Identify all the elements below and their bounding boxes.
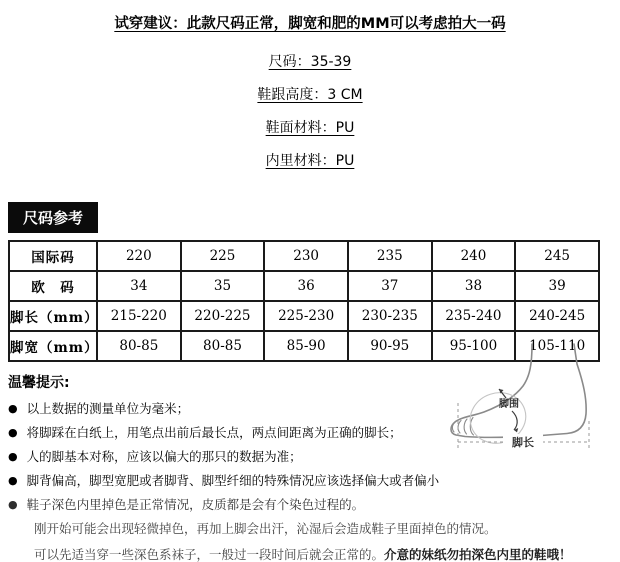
row-header-foot-width: 脚宽（mm） <box>9 331 97 361</box>
spec-heel-height: 鞋跟高度：3 CM <box>257 87 363 103</box>
table-row-eu-size <box>9 271 599 301</box>
table-cell: 36 <box>264 271 348 301</box>
table-cell: 230 <box>264 241 348 271</box>
spec-upper-material: 鞋面材料：PU <box>265 120 355 136</box>
table-cell: 35 <box>181 271 265 301</box>
table-cell: 225-230 <box>264 301 348 331</box>
bullet-icon: ● <box>8 498 18 511</box>
table-cell: 90-95 <box>348 331 432 361</box>
table-cell: 245 <box>515 241 599 271</box>
table-cell: 230-235 <box>348 301 432 331</box>
foot-outline <box>451 344 586 437</box>
table-cell: 80-85 <box>97 331 181 361</box>
table-cell: 220-225 <box>181 301 265 331</box>
tip-text: 鞋子深色内里掉色是正常情况，皮质都是会有个染色过程的。 <box>26 497 365 512</box>
table-cell: 240 <box>432 241 516 271</box>
table-cell: 85-90 <box>264 331 348 361</box>
tip-item-foot-shape <box>8 474 612 488</box>
table-cell: 225 <box>181 241 265 271</box>
note-warning-bold: 介意的妹纸勿拍深色内里的鞋哦！ <box>384 547 572 562</box>
table-row-intl-code <box>9 241 599 271</box>
row-header-eu-size: 欧 码 <box>9 271 97 301</box>
tip-text: 将脚踩在白纸上，用笔点出前后最长点，两点间距离为正确的脚长； <box>26 425 402 440</box>
table-cell: 34 <box>97 271 181 301</box>
tip-text: 人的脚基本对称，应该以偏大的那只的数据为准； <box>26 449 302 464</box>
table-cell: 105-110 <box>515 331 599 361</box>
table-cell: 80-85 <box>181 331 265 361</box>
table-cell: 220 <box>97 241 181 271</box>
spec-size-range: 尺码：35-39 <box>268 54 352 70</box>
length-label: 脚长 <box>512 436 534 449</box>
fit-advice-title: 试穿建议：此款尺码正常，脚宽和肥的MM可以考虑拍大一码 <box>114 16 506 32</box>
bullet-icon: ● <box>8 402 18 415</box>
tip-item-color-fading <box>8 498 612 512</box>
table-row-foot-length <box>9 301 599 331</box>
bullet-icon: ● <box>8 474 18 487</box>
table-cell: 215-220 <box>97 301 181 331</box>
table-cell: 235-240 <box>432 301 516 331</box>
row-header-intl-code: 国际码 <box>9 241 97 271</box>
table-cell: 39 <box>515 271 599 301</box>
product-spec-header <box>0 0 620 169</box>
note-text: 可以先适当穿一些深色系袜子，一般过一段时间后就会正常的。 <box>34 547 385 562</box>
spec-lining-material: 内里材料：PU <box>265 153 355 169</box>
foot-diagram-svg <box>446 341 618 463</box>
table-cell: 240-245 <box>515 301 599 331</box>
note-line-fading-detail: 刚开始可能会出现轻微掉色，再加上脚会出汗，沁湿后会造成鞋子里面掉色的情况。 <box>34 521 497 536</box>
tip-text: 以上数据的测量单位为毫米； <box>26 401 190 416</box>
table-cell: 37 <box>348 271 432 301</box>
tips-title: 温馨提示: <box>8 375 70 391</box>
size-reference-badge: 尺码参考 <box>8 202 98 233</box>
table-cell: 235 <box>348 241 432 271</box>
tip-text: 脚背偏高，脚型宽肥或者脚背、脚型纤细的特殊情况应该选择偏大或者偏小 <box>26 473 440 488</box>
girth-label: 脚围 <box>499 399 519 410</box>
table-cell: 38 <box>432 271 516 301</box>
table-cell: 95-100 <box>432 331 516 361</box>
girth-annotation <box>499 389 519 432</box>
row-header-foot-length: 脚长（mm） <box>9 301 97 331</box>
foot-measurement-diagram <box>446 341 618 463</box>
bullet-icon: ● <box>8 450 18 463</box>
note-line-socks-advice <box>8 548 612 562</box>
bullet-icon: ● <box>8 426 18 439</box>
